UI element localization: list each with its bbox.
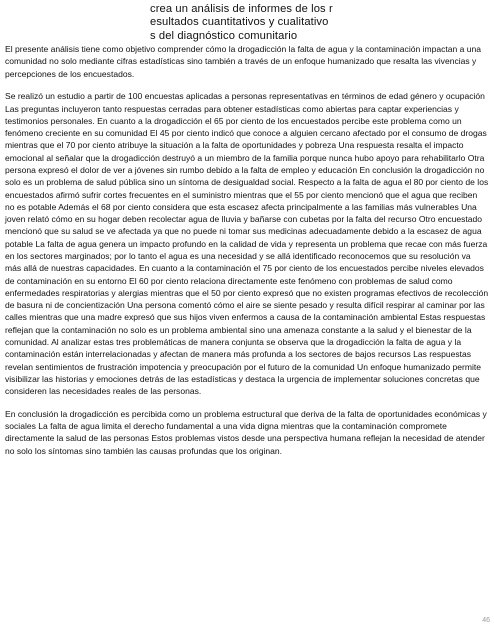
page-number: 46 xyxy=(482,617,490,624)
title-line: crea un análisis de informes de los r xyxy=(150,3,333,15)
document-body xyxy=(5,43,489,468)
paragraph-conclusion: En conclusión la drogadicción es percibida como un problema estructural que deriva de la falta de oportunidades económicas y sociales La falta de agua limita el derecho fundamental a una vida digna mientras que la contaminación compromete directamente la salud de las personas Estos problemas vistos desde una perspectiva humana reflejan la necesidad de atender no solo los síntomas sino también las causas profundas que los originan. xyxy=(5,408,487,456)
document-title xyxy=(150,3,370,43)
title-line: esultados cuantitativos y cualitativo xyxy=(150,16,329,29)
paragraph-introduction: El presente análisis tiene como objetivo comprender cómo la drogadicción la falta de agua y la contaminación impactan a una comunidad no solo mediante cifras estadísticas sino también a través de un enfoque humanizado que resalta las vivencias y percepciones de los encuestados. xyxy=(5,44,482,79)
paragraph-analysis: Se realizó un estudio a partir de 100 encuestas aplicadas a personas representativas en términos de edad género y ocupación Las preguntas incluyeron tanto respuestas cerradas para obtener estadísticas como abiertas para captar experiencias y testimonios personales. En cuanto a la drogadicción el 65 por ciento de los encuestados percibe este problema como un fenómeno creciente en su comunidad El 45 por ciento indicó que conoce a alguien cercano afectado por el consumo de drogas mientras que el 70 por ciento atribuye la situación a la falta de oportunidades y pobreza Una respuesta resalta el impacto emocional al señalar que la drogadicción destruyó a un miembro de la familia porque nunca hubo apoyo para rehabilitarlo Otra persona expresó el dolor de ver a jóvenes sin rumbo debido a la falta de empleo y educación En conclusión la drogadicción no solo es un problema de salud pública sino un síntoma de desigualdad social. Respecto a la falta de agua el 80 por ciento de los encuestados afirmó sufrir cortes frecuentes en el suministro mientras que el 55 por ciento mencionó que el agua que reciben no es potable Además el 68 por ciento considera que esta escasez afecta principalmente a las familias más vulnerables Una joven relató cómo en su hogar deben recolectar agua de lluvia y bañarse con cubetas por la falta del recurso Otro encuestado mencionó que su salud se ve afectada ya que no puede ni tomar sus medicinas adecuadamente debido a la escasez de agua potable La falta de agua genera un impacto profundo en la calidad de vida y representa un problema que recae con más fuerza en los sectores marginados; por lo tanto el agua es una necesidad y se allá identificado reconocemos que su resolución va más allá de nuestras capacidades. En cuanto a la contaminación el 75 por ciento de los encuestados percibe niveles elevados de contaminación en su entorno El 60 por ciento relaciona directamente este fenómeno con problemas de salud como enfermedades respiratorias y alergias mientras que el 50 por ciento expresó que no existen programas efectivos de recolección de basura ni de concientización Una persona comentó cómo el aire se siente pesado y resulta difícil respirar al caminar por las calles mientras que una madre expresó que sus hijos viven enfermos a causa de la contaminación ambiental Estas respuestas reflejan que la contaminación no solo es un problema ambiental sino una amenaza constante a la salud y el bienestar de la comunidad. Al analizar estas tres problemáticas de manera conjunta se observa que la drogadicción la falta de agua y la contaminación están interrelacionadas y afectan de manera más profunda a los sectores de bajos recursos Las respuestas revelan sentimientos de frustración impotencia y preocupación por el futuro de la comunidad Un enfoque humanizado permite visibilizar las historias y emociones detrás de las estadísticas y destaca la urgencia de implementar soluciones concretas que consideren las necesidades reales de las personas. xyxy=(5,91,489,397)
title-line: s del diagnóstico comunitario xyxy=(150,29,298,42)
